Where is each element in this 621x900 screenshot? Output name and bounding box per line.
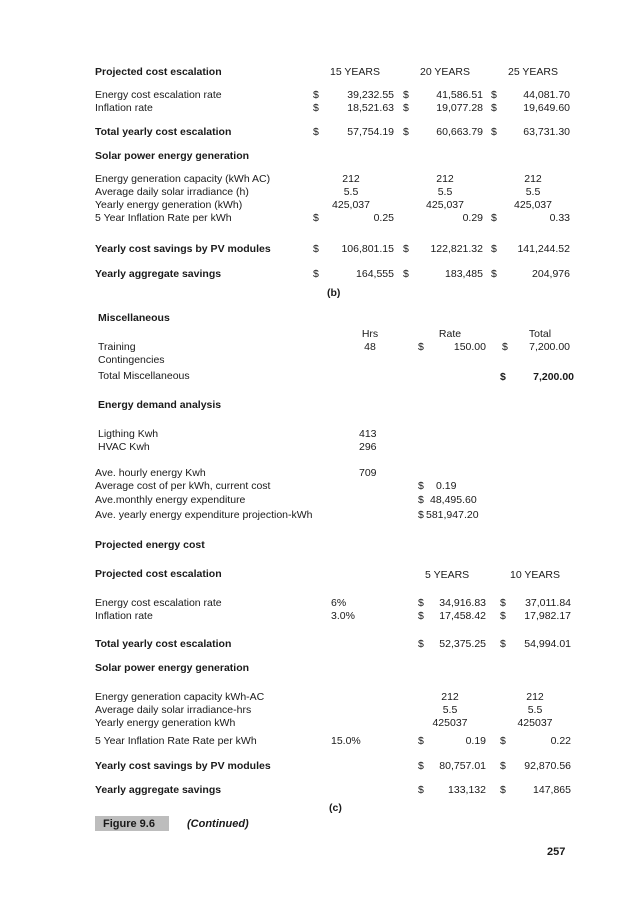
- row-label: Yearly energy generation (kWh): [95, 199, 243, 211]
- cell-value: 183,485: [445, 268, 483, 280]
- currency-sign: $: [403, 126, 409, 138]
- cell-value: 37,011.84: [525, 597, 571, 609]
- row-label: Energy generation capacity (kWh AC): [95, 173, 271, 185]
- cell-percent: 15.0%: [331, 735, 361, 747]
- currency-sign: $: [418, 784, 424, 796]
- cell-value: 0.22: [550, 735, 571, 747]
- cell-value: 41,586.51: [436, 89, 483, 101]
- currency-sign: $: [313, 102, 319, 114]
- cell-value: 80,757.01: [439, 760, 486, 772]
- row-label: Energy cost escalation rate: [95, 597, 222, 609]
- cell-value: 0.29: [462, 212, 483, 224]
- currency-sign: $: [500, 760, 506, 772]
- cell-value: 204,976: [532, 268, 570, 280]
- cell-value: 0.33: [549, 212, 570, 224]
- cell-value: 17,458.42: [439, 610, 486, 622]
- section-heading-miscellaneous: Miscellaneous: [98, 312, 170, 324]
- cell-percent: 6%: [331, 597, 347, 609]
- currency-sign: $: [418, 480, 424, 492]
- col-header-hrs: Hrs: [361, 328, 379, 340]
- cell-value: 7,200.00: [529, 341, 570, 353]
- currency-sign: $: [500, 784, 506, 796]
- cell-value: 44,081.70: [523, 89, 570, 101]
- currency-sign: $: [418, 638, 424, 650]
- cell-value: 413: [359, 428, 377, 440]
- row-label: Average cost of per kWh, current cost: [95, 480, 271, 492]
- col-header-rate: Rate: [438, 328, 462, 340]
- cell-value: 34,916.83: [439, 597, 486, 609]
- row-label: Ave.monthly energy expenditure: [95, 494, 246, 506]
- currency-sign: $: [403, 243, 409, 255]
- col-header-25-years: 25 YEARS: [508, 66, 559, 78]
- cell-value: 5.5: [527, 704, 543, 716]
- cell-value: 92,870.56: [524, 760, 571, 772]
- col-header-5-years: 5 YEARS: [425, 569, 470, 581]
- row-label: Yearly aggregate savings: [95, 784, 222, 796]
- cell-value: 0.19: [436, 480, 457, 492]
- currency-sign: $: [313, 212, 319, 224]
- cell-value: 63,731.30: [523, 126, 570, 138]
- currency-sign: $: [500, 371, 506, 383]
- cell-value: 212: [441, 691, 459, 703]
- row-label: Yearly aggregate savings: [95, 268, 222, 280]
- cell-percent: 3.0%: [331, 610, 355, 622]
- col-header-total: Total: [528, 328, 552, 340]
- row-label-contingencies: Contingencies: [98, 354, 165, 366]
- currency-sign: $: [500, 735, 506, 747]
- row-label: Total yearly cost escalation: [95, 126, 232, 138]
- col-header-20-years: 20 YEARS: [420, 66, 471, 78]
- cell-value: 39,232.55: [347, 89, 394, 101]
- row-label: 5 Year Inflation Rate per kWh: [95, 212, 232, 224]
- currency-sign: $: [418, 597, 424, 609]
- currency-sign: $: [313, 243, 319, 255]
- cell-value: 212: [436, 173, 454, 185]
- cell-value: 0.19: [465, 735, 486, 747]
- cell-value: 18,521.63: [347, 102, 394, 114]
- section-heading-escalation-c: Projected cost escalation: [95, 568, 222, 580]
- page-number: 257: [547, 846, 566, 858]
- currency-sign: $: [500, 610, 506, 622]
- cell-value: 52,375.25: [439, 638, 486, 650]
- row-label: Ave. yearly energy expenditure projection-kWh: [95, 509, 313, 521]
- section-heading-solar-b: Solar power energy generation: [95, 150, 250, 162]
- cell-value: 212: [524, 173, 542, 185]
- currency-sign: $: [403, 102, 409, 114]
- cell-value: 709: [359, 467, 377, 479]
- cell-value: 425,037: [514, 199, 552, 211]
- cell-value: 581,947.20: [426, 509, 479, 521]
- cell-value: 164,555: [356, 268, 394, 280]
- row-label: Inflation rate: [95, 610, 153, 622]
- row-label: Inflation rate: [95, 102, 153, 114]
- row-label: Total yearly cost escalation: [95, 638, 232, 650]
- cell-value: 5.5: [525, 186, 541, 198]
- currency-sign: $: [500, 597, 506, 609]
- cell-value: 296: [359, 441, 377, 453]
- currency-sign: $: [418, 760, 424, 772]
- cell-value: 212: [342, 173, 360, 185]
- cell-value: 425037: [432, 717, 468, 729]
- col-header-10-years: 10 YEARS: [510, 569, 561, 581]
- figure-label: Figure 9.6: [103, 818, 155, 830]
- cell-value: 60,663.79: [436, 126, 483, 138]
- cell-value: 425,037: [332, 199, 370, 211]
- section-heading-solar-c: Solar power energy generation: [95, 662, 250, 674]
- currency-sign: $: [491, 243, 497, 255]
- cell-value: 122,821.32: [430, 243, 483, 255]
- figure-note: (Continued): [187, 818, 249, 830]
- currency-sign: $: [418, 341, 424, 353]
- cell-value: 150.00: [453, 341, 486, 353]
- currency-sign: $: [403, 268, 409, 280]
- currency-sign: $: [418, 610, 424, 622]
- cell-value: 48: [364, 341, 376, 353]
- cell-value: 212: [526, 691, 544, 703]
- row-label: 5 Year Inflation Rate Rate per kWh: [95, 735, 257, 747]
- section-heading-projected-energy-cost: Projected energy cost: [95, 539, 205, 551]
- currency-sign: $: [313, 268, 319, 280]
- row-label: Training: [98, 341, 136, 353]
- row-label: Yearly cost savings by PV modules: [95, 243, 271, 255]
- cell-value: 54,994.01: [524, 638, 571, 650]
- currency-sign: $: [418, 735, 424, 747]
- cell-value: 5.5: [437, 186, 453, 198]
- section-heading-energy-demand: Energy demand analysis: [98, 399, 222, 411]
- cell-value: 57,754.19: [347, 126, 394, 138]
- currency-sign: $: [491, 212, 497, 224]
- currency-sign: $: [491, 126, 497, 138]
- currency-sign: $: [403, 89, 409, 101]
- section-heading-escalation-b: Projected cost escalation: [95, 66, 222, 78]
- cell-value: 133,132: [448, 784, 486, 796]
- row-label: Average daily solar irradiance-hrs: [95, 704, 252, 716]
- cell-value: 141,244.52: [517, 243, 570, 255]
- currency-sign: $: [491, 268, 497, 280]
- caption-c: (c): [329, 802, 342, 814]
- caption-b: (b): [327, 287, 341, 299]
- cell-value: 147,865: [533, 784, 571, 796]
- row-label: Total Miscellaneous: [98, 370, 190, 382]
- cell-value: 0.25: [373, 212, 394, 224]
- currency-sign: $: [502, 341, 508, 353]
- row-label: Ave. hourly energy Kwh: [95, 467, 206, 479]
- currency-sign: $: [491, 89, 497, 101]
- row-label: Average daily solar irradiance (h): [95, 186, 249, 198]
- cell-value: 5.5: [343, 186, 359, 198]
- cell-value: 17,982.17: [524, 610, 571, 622]
- row-label: HVAC Kwh: [98, 441, 150, 453]
- cell-value: 106,801.15: [341, 243, 394, 255]
- cell-value: 5.5: [442, 704, 458, 716]
- currency-sign: $: [313, 126, 319, 138]
- row-label: Yearly energy generation kWh: [95, 717, 236, 729]
- currency-sign: $: [313, 89, 319, 101]
- cell-value: 48,495.60: [430, 494, 477, 506]
- cell-value: 425,037: [426, 199, 464, 211]
- col-header-15-years: 15 YEARS: [330, 66, 381, 78]
- row-label: Yearly cost savings by PV modules: [95, 760, 271, 772]
- currency-sign: $: [418, 509, 424, 521]
- cell-value: 7,200.00: [533, 371, 574, 383]
- cell-value: 19,077.28: [436, 102, 483, 114]
- currency-sign: $: [500, 638, 506, 650]
- currency-sign: $: [491, 102, 497, 114]
- row-label: Energy generation capacity kWh-AC: [95, 691, 265, 703]
- cell-value: 425037: [517, 717, 553, 729]
- cell-value: 19,649.60: [523, 102, 570, 114]
- row-label: Ligthing Kwh: [98, 428, 159, 440]
- currency-sign: $: [418, 494, 424, 506]
- row-label: Energy cost escalation rate: [95, 89, 222, 101]
